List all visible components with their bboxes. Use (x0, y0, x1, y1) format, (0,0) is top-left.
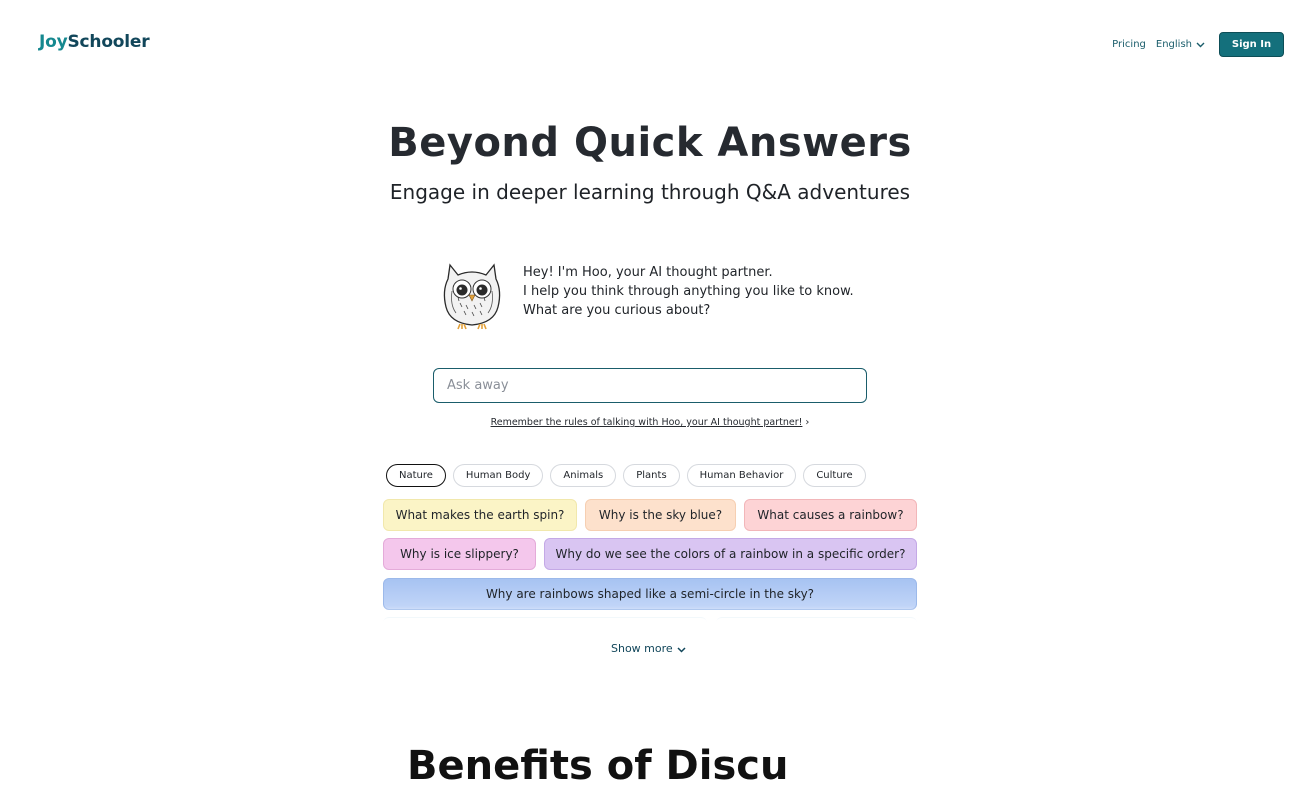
intro-line-3: What are you curious about? (523, 303, 711, 318)
category-chip-plants[interactable]: Plants (623, 464, 679, 487)
category-tabs (386, 464, 866, 487)
questions-fade-overlay (380, 606, 920, 630)
question-chip[interactable]: Why is ice slippery? (383, 538, 536, 570)
show-more-label: Show more (611, 642, 673, 655)
intro-line-1: Hey! I'm Hoo, your AI thought partner. (523, 265, 773, 280)
owl-intro (523, 263, 854, 320)
hero-subtitle: Engage in deeper learning through Q&A adventures (389, 180, 911, 204)
logo-schooler: Schooler (67, 32, 150, 52)
category-chip-nature[interactable]: Nature (386, 464, 446, 487)
logo[interactable] (39, 32, 149, 52)
category-chip-culture[interactable]: Culture (803, 464, 865, 487)
show-more-button[interactable] (611, 642, 686, 655)
owl-icon (438, 261, 506, 331)
logo-joy: Joy (39, 32, 68, 52)
category-chip-human-behavior[interactable]: Human Behavior (687, 464, 797, 487)
section-heading: Benefits of Discu (407, 743, 789, 789)
sign-in-button[interactable]: Sign In (1219, 32, 1284, 57)
intro-line-2: I help you think through anything you like to know. (523, 284, 854, 299)
search-input[interactable] (434, 369, 866, 402)
question-chip[interactable]: Why is the sky blue? (585, 499, 736, 531)
chevron-down-icon (1196, 42, 1205, 48)
question-chip[interactable]: What causes a rainbow? (744, 499, 917, 531)
chevron-down-icon (677, 647, 686, 653)
hero-title: Beyond Quick Answers (388, 120, 912, 166)
chevron-right-icon: › (805, 417, 810, 428)
language-label: English (1155, 39, 1192, 50)
pricing-link[interactable]: Pricing (1112, 39, 1146, 50)
rules-notice (0, 417, 1300, 428)
rules-link[interactable]: Remember the rules of talking with Hoo, your AI thought partner! (490, 417, 803, 428)
category-chip-animals[interactable]: Animals (550, 464, 616, 487)
question-chip[interactable]: What makes the earth spin? (383, 499, 577, 531)
site-header (0, 0, 1300, 88)
search-box (433, 368, 867, 403)
question-chip[interactable]: Why do we see the colors of a rainbow in a specific order? (544, 538, 917, 570)
question-chip[interactable]: Why are rainbows shaped like a semi-circle in the sky? (383, 578, 917, 610)
top-nav (1112, 32, 1284, 57)
category-chip-human-body[interactable]: Human Body (453, 464, 544, 487)
language-selector[interactable] (1156, 39, 1205, 50)
